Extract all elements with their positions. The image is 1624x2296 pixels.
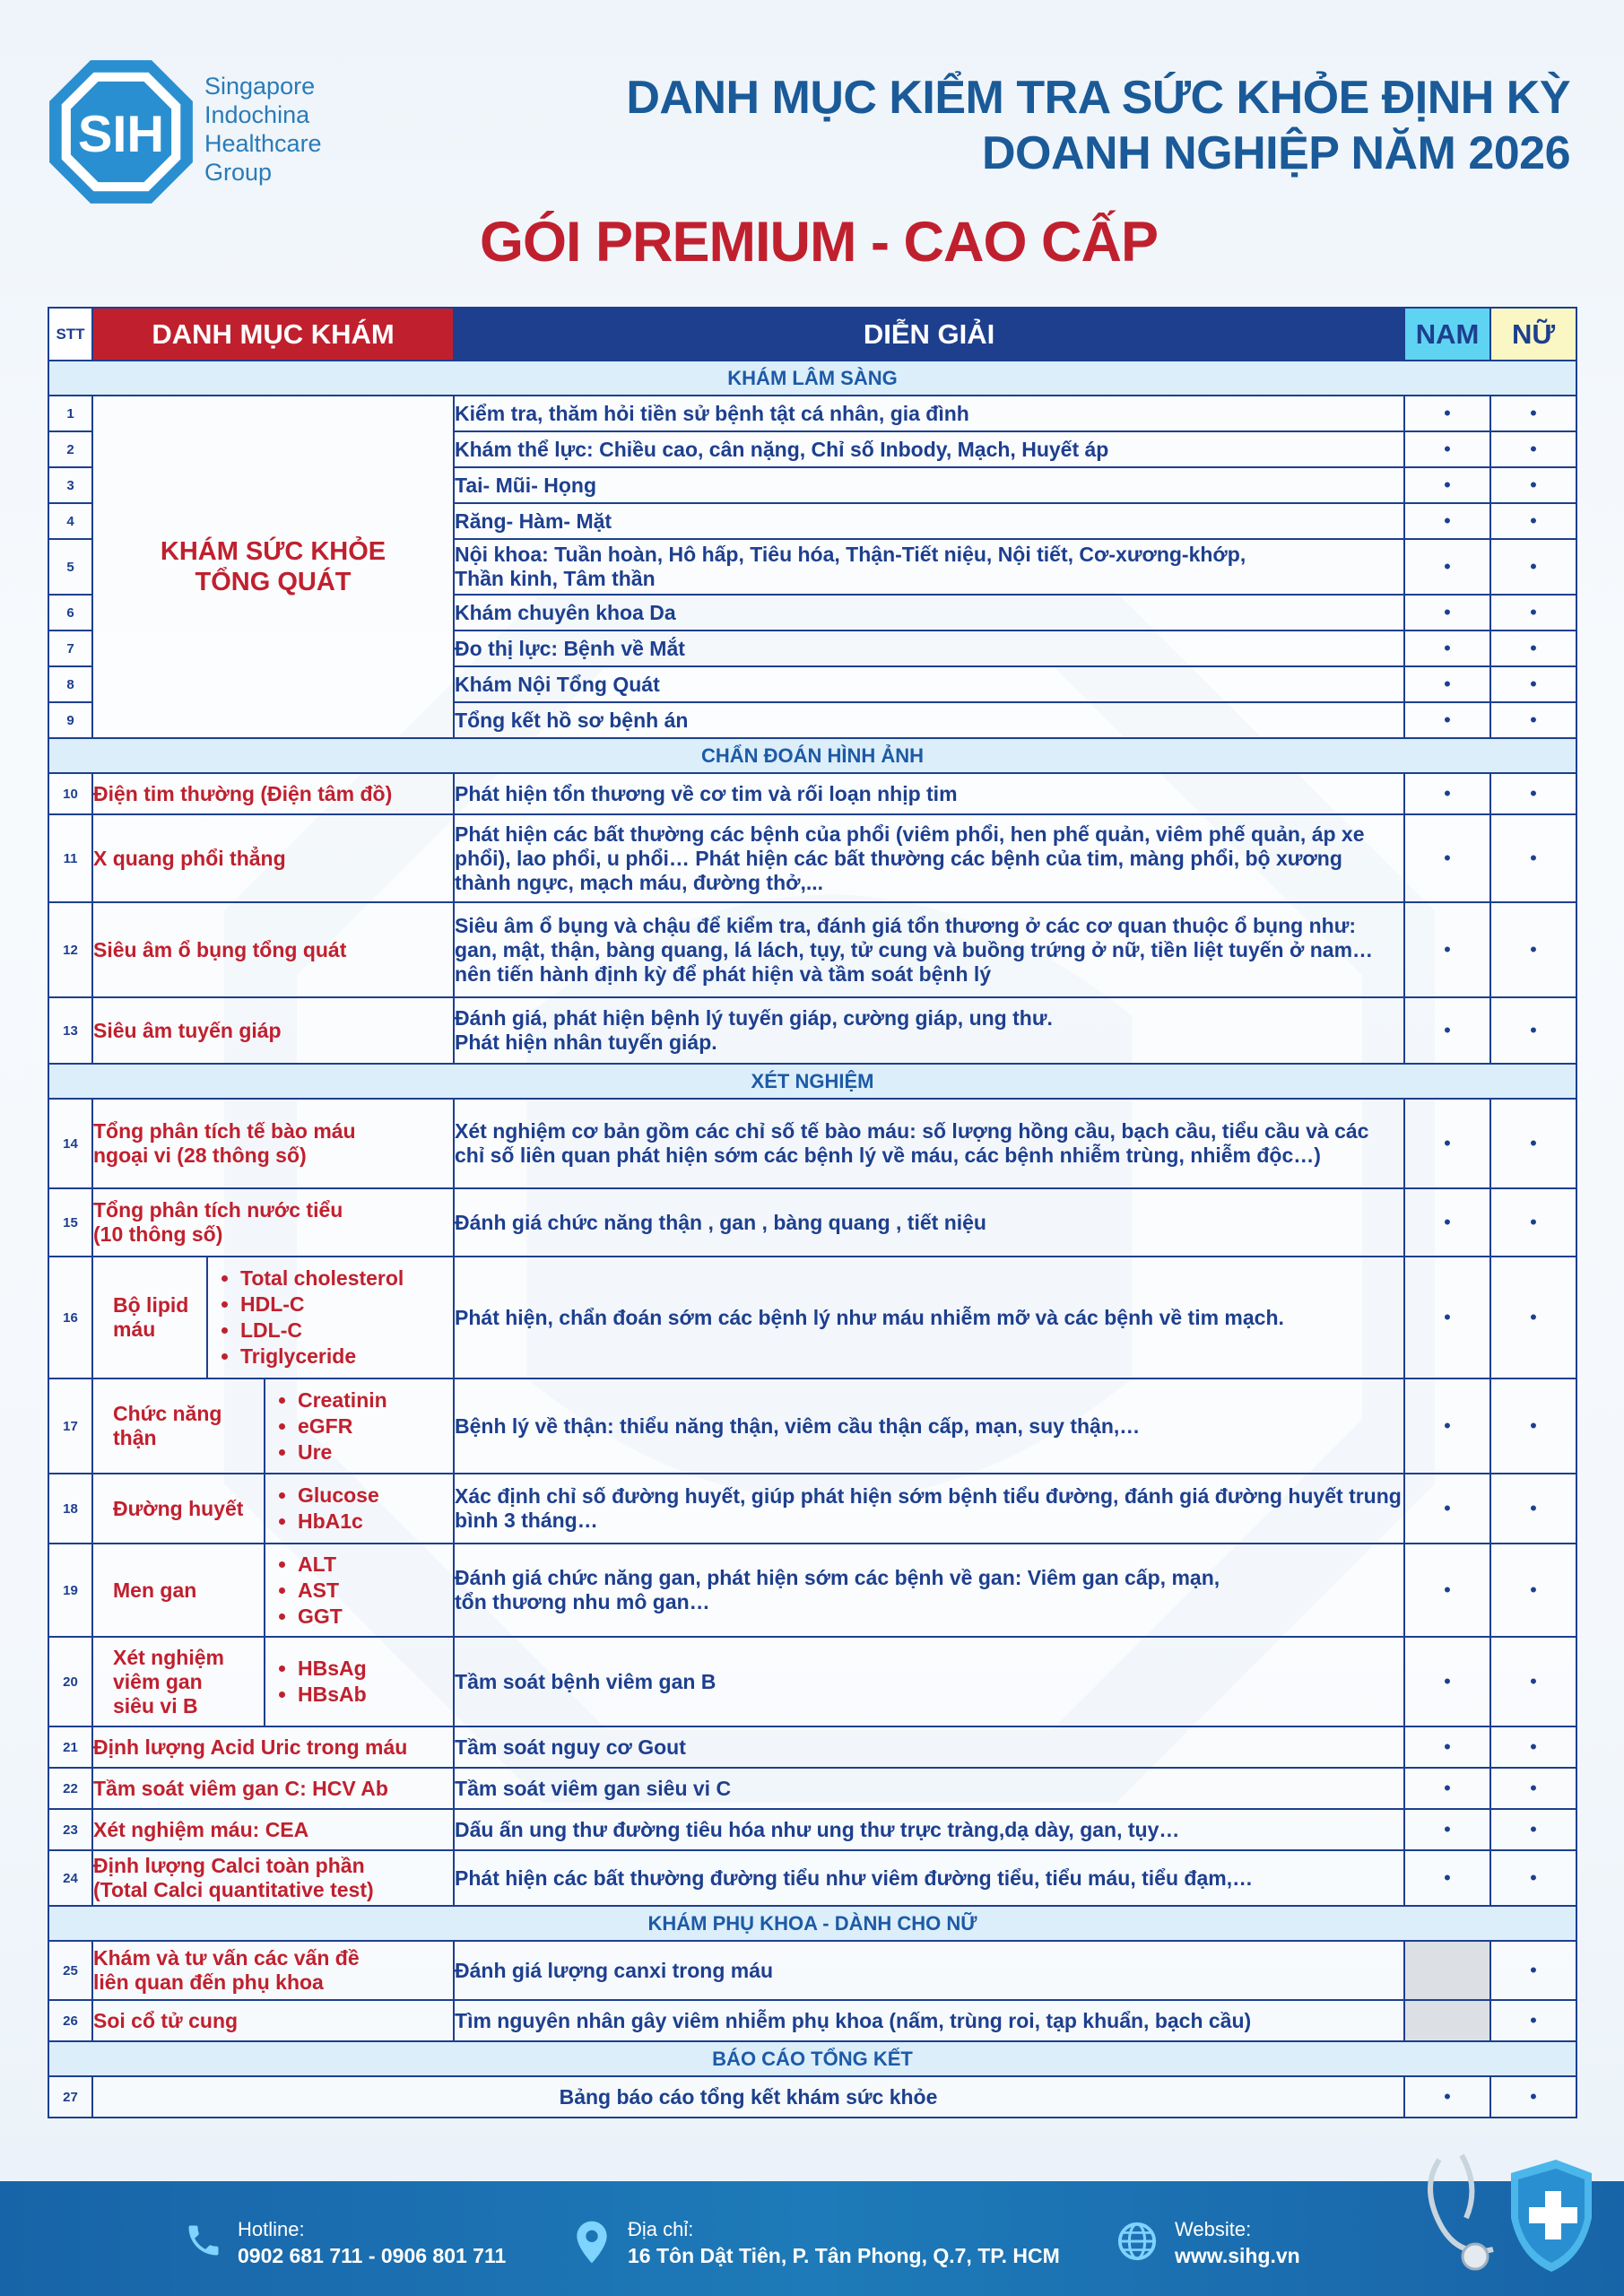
included-dot: • (1404, 1099, 1490, 1188)
table-row (48, 1768, 1576, 1809)
included-dot: • (1404, 1809, 1490, 1850)
included-dot: • (1404, 595, 1490, 631)
included-dot: • (1490, 503, 1576, 539)
row-number: 10 (48, 773, 92, 814)
row-description: Răng- Hàm- Mặt (454, 503, 1404, 539)
table-row: 16 Bộ lipid máu • Total cholesterol • HDL-C • LDL-C • Triglyceride Phát hiện, chẩn đoán sớm các bệnh lý như máu nhiễm mỡ và các bệnh về tim mạch. • • (48, 1257, 1576, 1378)
row-number: 25 (48, 1941, 92, 2000)
row-description: Khám thể lực: Chiều cao, cân nặng, Chỉ số Inbody, Mạch, Huyết áp (454, 431, 1404, 467)
section-gyn: KHÁM PHỤ KHOA - DÀNH CHO NỮ (48, 1906, 1576, 1941)
table-row (48, 1188, 1576, 1257)
row-number: 27 (48, 2076, 92, 2118)
table-row (48, 1726, 1576, 1768)
row-category: Điện tim thường (Điện tâm đồ) (92, 773, 454, 814)
hepb-items: • HBsAg • HBsAb (264, 1638, 370, 1726)
included-dot: • (1404, 1474, 1490, 1544)
table-row (48, 773, 1576, 814)
included-dot: • (1490, 2076, 1576, 2118)
table-row (48, 2000, 1576, 2041)
included-dot: • (1404, 431, 1490, 467)
row-description: Bảng báo cáo tổng kết khám sức khỏe (92, 2076, 1404, 2118)
table-row: 20 Xét nghiệm viêm gan siêu vi B • HBsAg • HBsAb Tầm soát bệnh viêm gan B • • (48, 1637, 1576, 1726)
row-description: Phát hiện các bất thường đường tiểu như viêm đường tiểu, tiểu máu, tiểu đạm,… (454, 1850, 1404, 1906)
kidney-items: • Creatinin • eGFR • Ure (264, 1379, 391, 1473)
row-number: 12 (48, 902, 92, 997)
included-dot: • (1490, 431, 1576, 467)
website[interactable]: Website: www.sihg.vn (1175, 2218, 1300, 2267)
row-description: Tầm soát bệnh viêm gan B (454, 1637, 1404, 1726)
brand-name: Singapore Indochina Healthcare Group (204, 73, 322, 186)
row-number: 20 (48, 1637, 92, 1726)
row-number: 26 (48, 2000, 92, 2041)
included-dot: • (1404, 1257, 1490, 1378)
section-row (48, 738, 1576, 773)
row-description: Bệnh lý về thận: thiểu năng thận, viêm cầu thận cấp, mạn, suy thận,… (454, 1378, 1404, 1474)
included-dot: • (1490, 1378, 1576, 1474)
row-description: Đánh giá chức năng thận , gan , bàng quang , tiết niệu (454, 1188, 1404, 1257)
row-description: Khám Nội Tổng Quát (454, 666, 1404, 702)
row-description: Siêu âm ổ bụng và chậu để kiểm tra, đánh giá tổn thương ở các cơ quan thuộc ổ bụng như: gan, mật, thận, bàng quang, lá lách, tụy, tử cung và buồng trứng ở nữ, tiền liệt tuyến ở nam… nên tiến hành định kỳ để phát hiện và tầm soát bệnh lý (454, 902, 1404, 997)
table-row (48, 1809, 1576, 1850)
row-category: Xét nghiệm máu: CEA (92, 1809, 454, 1850)
row-description: Nội khoa: Tuần hoàn, Hô hấp, Tiêu hóa, Thận-Tiết niệu, Nội tiết, Cơ-xương-khớp, Thần kinh, Tâm thần (454, 539, 1404, 595)
included-dot: • (1490, 1768, 1576, 1809)
table-row (48, 396, 1576, 431)
liver-items: • ALT • AST • GGT (264, 1544, 346, 1636)
section-report: BÁO CÁO TỔNG KẾT (48, 2041, 1576, 2076)
location-pin-icon (574, 2221, 610, 2264)
row-description: Phát hiện, chẩn đoán sớm các bệnh lý như máu nhiễm mỡ và các bệnh về tim mạch. (454, 1257, 1404, 1378)
row-category: Tổng phân tích tế bào máu ngoại vi (28 thông số) (92, 1099, 454, 1188)
table-row (48, 1099, 1576, 1188)
included-dot: • (1490, 1809, 1576, 1850)
included-dot: • (1490, 666, 1576, 702)
svg-text:SIH: SIH (77, 106, 165, 164)
row-number: 24 (48, 1850, 92, 1906)
included-dot: • (1490, 2000, 1576, 2041)
clinical-category: KHÁM SỨC KHỎE TỔNG QUÁT (92, 396, 454, 738)
page-title: DANH MỤC KIỂM TRA SỨC KHỎE ĐỊNH KỲ DOANH NGHIỆP NĂM 2026 (626, 72, 1570, 179)
row-description: Phát hiện tổn thương về cơ tim và rối loạn nhịp tim (454, 773, 1404, 814)
row-category: X quang phổi thẳng (92, 814, 454, 902)
row-description: Dấu ấn ung thư đường tiêu hóa như ung thư trực tràng,dạ dày, gan, tụy… (454, 1809, 1404, 1850)
row-number: 11 (48, 814, 92, 902)
table-row: 19 Men gan • ALT • AST • GGT Đánh giá chức năng gan, phát hiện sớm các bệnh về gan: Viêm gan cấp, mạn, tổn thương nhu mô gan… • • (48, 1544, 1576, 1637)
row-description: Phát hiện các bất thường các bệnh của phổi (viêm phổi, hen phế quản, viêm phế quản, áp xe phổi), lao phổi, u phổi… Phát hiện các bất thường các bệnh của tim, màng phổi, bộ xương thành ngực, mạch máu, đường thở,... (454, 814, 1404, 902)
row-number: 19 (48, 1544, 92, 1637)
not-applicable-cell (1404, 2000, 1490, 2041)
included-dot: • (1490, 1099, 1576, 1188)
included-dot: • (1404, 997, 1490, 1064)
table-row (48, 997, 1576, 1064)
included-dot: • (1490, 902, 1576, 997)
section-row (48, 2041, 1576, 2076)
footer-bar (0, 2181, 1624, 2296)
row-number: 4 (48, 503, 92, 539)
row-description: Đánh giá chức năng gan, phát hiện sớm các bệnh về gan: Viêm gan cấp, mạn, tổn thương nhu mô gan… (454, 1544, 1404, 1637)
row-number: 13 (48, 997, 92, 1064)
included-dot: • (1490, 1544, 1576, 1637)
header-female: NỮ (1490, 308, 1576, 361)
section-row (48, 1064, 1576, 1099)
row-number: 9 (48, 702, 92, 738)
row-description: Tầm soát nguy cơ Gout (454, 1726, 1404, 1768)
stethoscope-shield-icon (1412, 2151, 1592, 2285)
included-dot: • (1404, 2076, 1490, 2118)
section-row (48, 1906, 1576, 1941)
included-dot: • (1490, 702, 1576, 738)
included-dot: • (1490, 1850, 1576, 1906)
row-number: 16 (48, 1257, 92, 1378)
section-imaging: CHẨN ĐOÁN HÌNH ẢNH (48, 738, 1576, 773)
included-dot: • (1490, 1257, 1576, 1378)
row-category: Siêu âm ổ bụng tổng quát (92, 902, 454, 997)
included-dot: • (1404, 1637, 1490, 1726)
included-dot: • (1404, 773, 1490, 814)
section-clinical: KHÁM LÂM SÀNG (48, 361, 1576, 396)
row-category: Soi cổ tử cung (92, 2000, 454, 2041)
row-description: Kiểm tra, thăm hỏi tiền sử bệnh tật cá nhân, gia đình (454, 396, 1404, 431)
included-dot: • (1490, 814, 1576, 902)
included-dot: • (1404, 503, 1490, 539)
row-number: 17 (48, 1378, 92, 1474)
included-dot: • (1490, 595, 1576, 631)
row-category: Siêu âm tuyến giáp (92, 997, 454, 1064)
row-description: Đánh giá, phát hiện bệnh lý tuyến giáp, cường giáp, ung thư. Phát hiện nhân tuyến giáp. (454, 997, 1404, 1064)
table-row (48, 902, 1576, 997)
included-dot: • (1490, 1637, 1576, 1726)
included-dot: • (1490, 631, 1576, 666)
included-dot: • (1404, 1378, 1490, 1474)
row-number: 7 (48, 631, 92, 666)
header-stt: STT (48, 308, 92, 361)
table-row (48, 1941, 1576, 2000)
row-description: Xác định chỉ số đường huyết, giúp phát hiện sớm bệnh tiểu đường, đánh giá đường huyết trung bình 3 tháng… (454, 1474, 1404, 1544)
included-dot: • (1404, 467, 1490, 503)
table-row: 18 Đường huyết • Glucose • HbA1c Xác định chỉ số đường huyết, giúp phát hiện sớm bệnh tiểu đường, đánh giá đường huyết trung bình 3 tháng… • • (48, 1474, 1576, 1544)
lipid-items: • Total cholesterol • HDL-C • LDL-C • Triglyceride (206, 1257, 407, 1378)
table-row: 17 Chức năng thận • Creatinin • eGFR • Ure Bệnh lý về thận: thiểu năng thận, viêm cầu thận cấp, mạn, suy thận,… • • (48, 1378, 1576, 1474)
included-dot: • (1490, 773, 1576, 814)
checkup-table (48, 307, 1577, 2118)
row-description: Tai- Mũi- Họng (454, 467, 1404, 503)
glucose-items: • Glucose • HbA1c (264, 1474, 383, 1543)
row-number: 1 (48, 396, 92, 431)
header-male: NAM (1404, 308, 1490, 361)
address: Địa chỉ: 16 Tôn Dật Tiên, P. Tân Phong, Q.7, TP. HCM (628, 2218, 1060, 2267)
row-number: 23 (48, 1809, 92, 1850)
included-dot: • (1404, 396, 1490, 431)
included-dot: • (1404, 1850, 1490, 1906)
row-description: Tìm nguyên nhân gây viêm nhiễm phụ khoa (nấm, trùng roi, tạp khuẩn, bạch cầu) (454, 2000, 1404, 2041)
not-applicable-cell (1404, 1941, 1490, 2000)
sih-logo (45, 56, 197, 208)
included-dot: • (1490, 1726, 1576, 1768)
included-dot: • (1404, 902, 1490, 997)
included-dot: • (1404, 1726, 1490, 1768)
table-header-row (48, 308, 1576, 361)
row-number: 22 (48, 1768, 92, 1809)
row-category: Khám và tư vấn các vấn đề liên quan đến phụ khoa (92, 1941, 454, 2000)
included-dot: • (1404, 1188, 1490, 1257)
header-description: DIỄN GIẢI (454, 308, 1404, 361)
header-category: DANH MỤC KHÁM (92, 308, 454, 361)
row-category: Định lượng Acid Uric trong máu (92, 1726, 454, 1768)
row-number: 8 (48, 666, 92, 702)
included-dot: • (1404, 1544, 1490, 1637)
row-category: Tổng phân tích nước tiểu (10 thông số) (92, 1188, 454, 1257)
row-description: Đo thị lực: Bệnh về Mắt (454, 631, 1404, 666)
row-number: 5 (48, 539, 92, 595)
row-number: 6 (48, 595, 92, 631)
package-title: GÓI PREMIUM - CAO CẤP (480, 211, 1159, 274)
included-dot: • (1404, 702, 1490, 738)
table-row (48, 814, 1576, 902)
table-row (48, 1850, 1576, 1906)
row-number: 15 (48, 1188, 92, 1257)
table-row (48, 2076, 1576, 2118)
row-number: 18 (48, 1474, 92, 1544)
row-description: Tổng kết hồ sơ bệnh án (454, 702, 1404, 738)
row-description: Xét nghiệm cơ bản gồm các chỉ số tế bào máu: số lượng hồng cầu, bạch cầu, tiểu cầu và các chỉ số liên quan phát hiện sớm các bệnh lý về máu, các bệnh nhiễm trùng, nhiễm độc…) (454, 1099, 1404, 1188)
included-dot: • (1490, 997, 1576, 1064)
included-dot: • (1490, 1474, 1576, 1544)
row-description: Khám chuyên khoa Da (454, 595, 1404, 631)
included-dot: • (1404, 1768, 1490, 1809)
included-dot: • (1490, 1941, 1576, 2000)
included-dot: • (1404, 666, 1490, 702)
globe-icon (1116, 2221, 1158, 2262)
included-dot: • (1490, 1188, 1576, 1257)
section-row (48, 361, 1576, 396)
row-number: 3 (48, 467, 92, 503)
row-description: Đánh giá lượng canxi trong máu (454, 1941, 1404, 2000)
included-dot: • (1490, 539, 1576, 595)
row-category: Tầm soát viêm gan C: HCV Ab (92, 1768, 454, 1809)
row-number: 14 (48, 1099, 92, 1188)
hotline[interactable]: Hotline: 0902 681 711 - 0906 801 711 (238, 2218, 507, 2267)
row-category: Định lượng Calci toàn phần (Total Calci quantitative test) (92, 1850, 454, 1906)
included-dot: • (1490, 396, 1576, 431)
phone-icon (184, 2221, 223, 2260)
row-number: 2 (48, 431, 92, 467)
row-number: 21 (48, 1726, 92, 1768)
included-dot: • (1404, 631, 1490, 666)
included-dot: • (1404, 814, 1490, 902)
included-dot: • (1404, 539, 1490, 595)
included-dot: • (1490, 467, 1576, 503)
row-description: Tầm soát viêm gan siêu vi C (454, 1768, 1404, 1809)
section-lab: XÉT NGHIỆM (48, 1064, 1576, 1099)
